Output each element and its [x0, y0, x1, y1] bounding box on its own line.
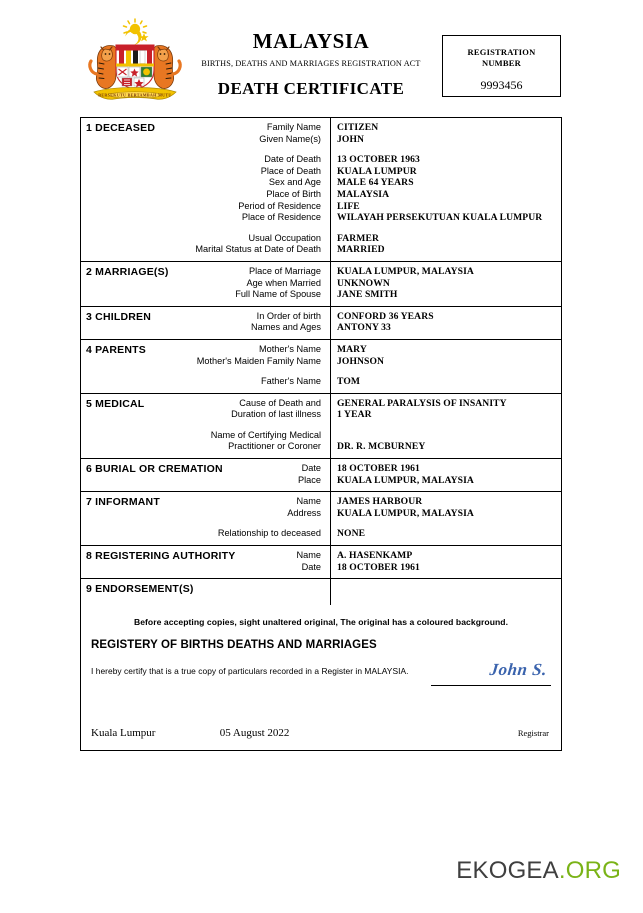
certification-text: I hereby certify that is a true copy of particulars recorded in a Register in MALAYSIA.: [91, 666, 409, 677]
certificate-section: [81, 579, 561, 605]
field-label: Place of Birth: [266, 188, 321, 199]
field-label: Relationship to deceased: [217, 528, 321, 539]
field-value: KUALA LUMPUR, MALAYSIA: [337, 507, 474, 519]
field-label: Place of Marriage: [248, 265, 321, 276]
field-value: ANTONY 33: [337, 322, 391, 334]
section-value-pane: [331, 394, 561, 458]
field-label: Name: [296, 496, 321, 507]
field-label: Practitioner or Coroner: [228, 441, 321, 452]
section-label-pane: [81, 340, 331, 393]
field-label: In Order of birth: [256, 310, 321, 321]
certificate-section: [81, 262, 561, 307]
field-value: TOM: [337, 376, 361, 388]
field-value: JOHN: [337, 133, 365, 145]
field-label: Date: [301, 561, 321, 572]
section-label-pane: [81, 394, 331, 458]
watermark-tld: .ORG: [558, 857, 621, 884]
field-label: Sex and Age: [268, 177, 321, 188]
section-title: 4 PARENTS: [86, 343, 146, 356]
field-value: UNKNOWN: [337, 277, 390, 289]
country-title: MALAYSIA: [252, 29, 370, 53]
section-label-pane: [81, 118, 331, 261]
field-label: Names and Ages: [251, 322, 321, 333]
registration-number-value: 9993456: [480, 78, 523, 92]
section-label-pane: [81, 546, 331, 578]
field-value: CONFORD 36 YEARS: [337, 310, 434, 322]
field-label: Duration of last illness: [231, 409, 321, 420]
field-label: Age when Married: [246, 277, 321, 288]
section-title: 6 BURIAL OR CREMATION: [86, 463, 223, 476]
section-title: 3 CHILDREN: [86, 310, 152, 323]
section-title: 8 REGISTERING AUTHORITY: [86, 550, 236, 563]
field-label: Period of Residence: [238, 200, 321, 211]
field-label: Father's Name: [261, 376, 321, 387]
field-label: Marital Status at Date of Death: [195, 244, 321, 255]
field-value: KUALA LUMPUR, MALAYSIA: [337, 474, 474, 486]
certificate-section: [81, 546, 561, 579]
field-value: KUALA LUMPUR, MALAYSIA: [337, 265, 474, 277]
section-value-pane: [331, 340, 561, 393]
field-label: Full Name of Spouse: [235, 289, 321, 300]
section-value-pane: [331, 579, 561, 605]
field-value: JAMES HARBOUR: [337, 496, 423, 508]
document-header: [80, 14, 562, 114]
field-value: NONE: [337, 528, 366, 540]
issue-date: 05 August 2022: [219, 727, 290, 740]
registrar-caption: Registrar: [517, 728, 549, 739]
certification-row: [81, 653, 561, 715]
certificate-section: [81, 394, 561, 459]
label-spacer: [86, 519, 321, 528]
field-value: CITIZEN: [337, 122, 379, 133]
registration-label-line2: NUMBER: [482, 58, 521, 68]
field-label: Mother's Maiden Family Name: [196, 355, 321, 366]
field-label: Date of Death: [264, 154, 321, 165]
section-label-pane: [81, 307, 331, 339]
field-value: GENERAL PARALYSIS OF INSANITY: [337, 397, 507, 409]
section-label-pane: [81, 579, 331, 605]
field-label: Given Name(s): [259, 133, 321, 144]
document-title: DEATH CERTIFICATE: [217, 79, 405, 98]
malaysia-coat-of-arms-icon: [84, 18, 186, 110]
field-label: Place of Residence: [241, 212, 321, 223]
signature-area: [431, 659, 551, 686]
field-value: DR. R. MCBURNEY: [337, 441, 426, 453]
field-label: Name: [296, 550, 321, 561]
registration-number-box: [442, 35, 561, 97]
certificate-section: [81, 307, 561, 340]
section-value-pane: [331, 118, 561, 261]
field-label: Mother's Name: [258, 343, 321, 354]
field-label: Address: [287, 507, 321, 518]
label-spacer: [86, 224, 321, 233]
ekogea-watermark: [456, 857, 621, 885]
registrar-signature: John S.: [488, 660, 549, 680]
act-subtitle: BIRTHS, DEATHS AND MARRIAGES REGISTRATION ACT: [201, 59, 421, 68]
field-value: A. HASENKAMP: [337, 550, 413, 562]
value-spacer: [337, 367, 556, 376]
field-value: [337, 430, 556, 442]
signature-rule: [431, 685, 551, 686]
section-value-pane: [331, 262, 561, 306]
section-title: 7 INFORMANT: [86, 496, 160, 509]
label-spacer: [86, 367, 321, 376]
watermark-name: EKOGEA: [456, 857, 559, 884]
field-value: JANE SMITH: [337, 289, 398, 301]
field-value: FARMER: [337, 232, 379, 244]
field-value: WILAYAH PERSEKUTUAN KUALA LUMPUR: [337, 212, 543, 224]
certificate-footer: [81, 605, 561, 750]
field-value: 18 OCTOBER 1961: [337, 561, 420, 573]
field-value: 18 OCTOBER 1961: [337, 463, 420, 475]
field-label: Usual Occupation: [248, 232, 321, 243]
certificate-section: [81, 118, 561, 262]
issue-place: Kuala Lumpur: [91, 727, 156, 740]
section-title: 9 ENDORSEMENT(S): [86, 583, 194, 596]
field-value: MALAYSIA: [337, 188, 390, 200]
footer-notice: Before accepting copies, sight unaltered original, The original has a coloured background.: [133, 617, 509, 628]
section-label-pane: [81, 262, 331, 306]
label-spacer: [86, 145, 321, 154]
field-value: JOHNSON: [337, 355, 385, 367]
certificate-table: [80, 117, 562, 751]
field-label: Cause of Death and: [239, 397, 321, 408]
section-value-pane: [331, 307, 561, 339]
section-title: 5 MEDICAL: [86, 397, 145, 410]
section-label-pane: [81, 492, 331, 545]
title-block: [188, 14, 434, 100]
value-spacer: [337, 145, 556, 154]
field-label: Family Name: [266, 122, 321, 132]
certificate-section: [81, 340, 561, 394]
field-value: KUALA LUMPUR: [337, 165, 417, 177]
section-value-pane: [331, 492, 561, 545]
certificate-section: [81, 492, 561, 546]
value-spacer: [337, 421, 556, 430]
certificate-section: [81, 459, 561, 492]
section-title: 1 DECEASED: [86, 122, 156, 134]
section-label-pane: [81, 459, 331, 491]
value-spacer: [337, 224, 556, 233]
field-value: 1 YEAR: [337, 409, 372, 421]
field-value: LIFE: [337, 200, 360, 212]
registry-heading: REGISTERY OF BIRTHS DEATHS AND MARRIAGES: [91, 639, 377, 652]
field-value: MALE 64 YEARS: [337, 177, 414, 189]
field-value: 13 OCTOBER 1963: [337, 154, 420, 166]
field-value: MARRIED: [337, 244, 385, 256]
field-label: Name of Certifying Medical: [210, 429, 321, 440]
field-label: Date: [301, 463, 321, 474]
registration-label-line1: REGISTRATION: [467, 47, 536, 57]
place-date-row: [81, 715, 561, 750]
field-label: Place: [298, 474, 321, 485]
field-value: MARY: [337, 343, 367, 355]
svg-text:BERSEKUTU BERTAMBAH MUTU: BERSEKUTU BERTAMBAH MUTU: [98, 92, 172, 98]
section-value-pane: [331, 459, 561, 491]
section-labels: [86, 122, 325, 256]
section-title: 2 MARRIAGE(S): [86, 265, 169, 278]
label-spacer: [86, 421, 321, 430]
section-value-pane: [331, 546, 561, 578]
value-spacer: [337, 519, 556, 528]
field-label: Place of Death: [260, 165, 321, 176]
